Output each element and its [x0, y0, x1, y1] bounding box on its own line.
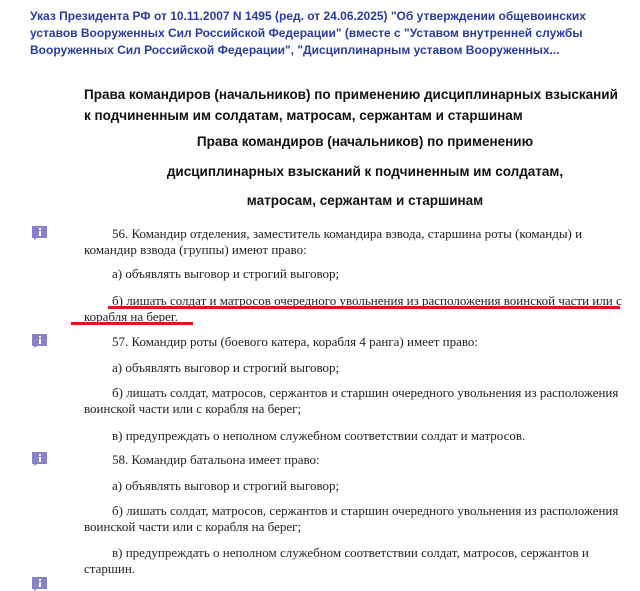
center-title-line-3: матросам, сержантам и старшинам: [246, 193, 484, 208]
article-58-item-b: б) лишать солдат, матросов, сержантов и старшин очередного увольнения из расположения воинской части или с корабля на берег;: [84, 503, 619, 534]
article-57-item-a: а) объявлять выговор и строгий выговор;: [112, 360, 340, 375]
article-57-item-b: б) лишать солдат, матросов, сержантов и старшин очередного увольнения из расположения воинской части или с корабля на берег;: [84, 385, 619, 416]
document-header: [30, 8, 630, 59]
article-58-item-c: в) предупреждать о неполном служебном соответствии солдат, матросов, сержантов и старшин.: [84, 545, 589, 576]
article-57-item-c: в) предупреждать о неполном служебном соответствии солдат и матросов.: [112, 428, 526, 443]
article-58-intro: 58. Командир батальона имеет право:: [112, 452, 320, 467]
article-56-item-b: б) лишать солдат и матросов очередного увольнения из расположения воинской части или с корабля на берег.: [84, 293, 622, 324]
article-58-item-a: а) объявлять выговор и строгий выговор;: [112, 478, 340, 493]
red-underline: [108, 306, 620, 309]
article-56-item-a: а) объявлять выговор и строгий выговор;: [112, 266, 340, 281]
center-title-line-1: Права командиров (начальников) по применению: [196, 134, 534, 149]
document-title-link[interactable]: Указ Президента РФ от 10.11.2007 N 1495 (ред. от 24.06.2025) "Об утверждении общевоинских уставов Вооруженных Сил Российской Федерации" (вместе с "Уставом внутренней службы Вооруженных Сил Российской Федерации", "Дисциплинарным уставом Вооруженных...: [30, 9, 586, 57]
center-title-line-2: дисциплинарных взысканий к подчиненным им солдатам,: [166, 164, 564, 179]
info-icon[interactable]: [31, 225, 48, 240]
info-icon[interactable]: [31, 576, 48, 591]
info-icon[interactable]: [31, 333, 48, 348]
section-heading: Права командиров (начальников) по применению дисциплинарных взысканий к подчиненным им солдатам, матросам, сержантам и старшинам: [84, 87, 618, 123]
article-57-intro: 57. Командир роты (боевого катера, корабля 4 ранга) имеет право:: [112, 334, 479, 349]
article-56-intro: 56. Командир отделения, заместитель командира взвода, старшина роты (команды) и командир взвода (группы) имеют право:: [84, 226, 583, 257]
info-icon[interactable]: [31, 451, 48, 466]
red-underline: [71, 322, 193, 325]
